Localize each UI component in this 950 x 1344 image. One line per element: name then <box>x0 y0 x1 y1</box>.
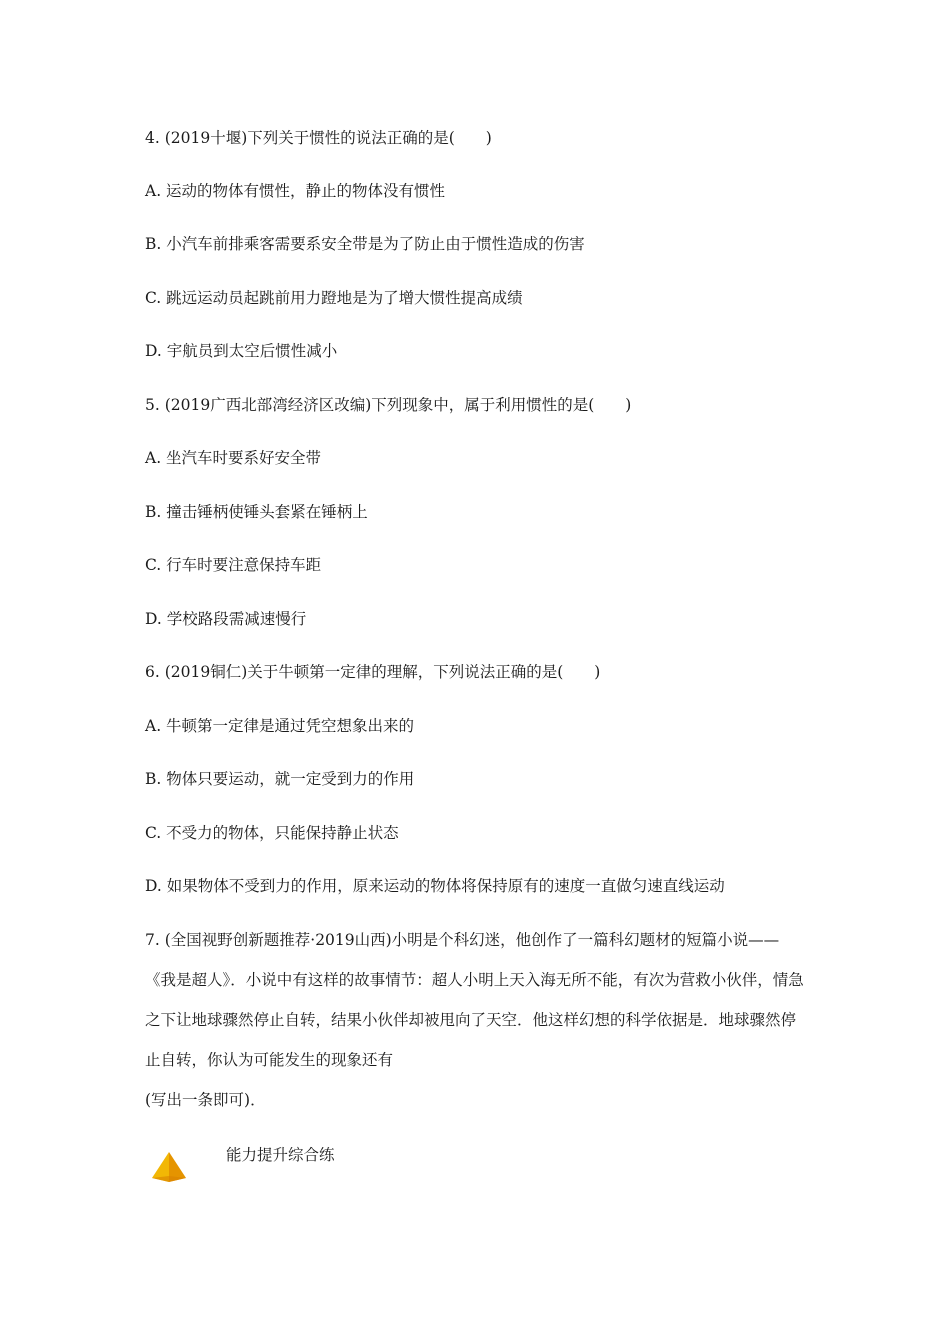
q4-option-b: B. 小汽车前排乘客需要系安全带是为了防止由于惯性造成的伤害 <box>145 235 585 253</box>
q6-option-a: A. 牛顿第一定律是通过凭空想象出来的 <box>145 717 415 735</box>
q6-option-d: D. 如果物体不受到力的作用，原来运动的物体将保持原有的速度一直做匀速直线运动 <box>145 877 725 895</box>
pyramid-icon <box>150 1150 188 1184</box>
q7-text-part1: 7. (全国视野创新题推荐·2019山西)小明是个科幻迷，他创作了一篇科幻题材的短篇小说——《我是超人》．小说中有这样的故事情节：超人小明上天入海无所不能，有次为营救小伙伴，情急之下让地球骤然停止自转，结果小伙伴却被甩向了天空．他这样幻想的科学依据是 <box>145 931 804 1029</box>
q6-stem: 6. (2019铜仁)关于牛顿第一定律的理解，下列说法正确的是( ) <box>145 663 601 681</box>
q4-option-d: D. 宇航员到太空后惯性减小 <box>145 342 338 360</box>
q5-option-d: D. 学校路段需减速慢行 <box>145 610 307 628</box>
q6-option-b: B. 物体只要运动，就一定受到力的作用 <box>145 770 415 788</box>
q6-option-c: C. 不受力的物体，只能保持静止状态 <box>145 824 399 842</box>
q4-option-a: A. 运动的物体有惯性，静止的物体没有惯性 <box>145 182 446 200</box>
q5-option-a: A. 坐汽车时要系好安全带 <box>145 449 322 467</box>
section-title: 能力提升综合练 <box>226 1146 335 1164</box>
q7-paragraph <box>145 920 810 1120</box>
q4-option-c: C. 跳远运动员起跳前用力蹬地是为了增大惯性提高成绩 <box>145 289 523 307</box>
q7-text-part3: (写出一条即可)． <box>145 1091 266 1109</box>
q5-stem: 5. (2019广西北部湾经济区改编)下列现象中，属于利用惯性的是( ) <box>145 396 632 414</box>
q4-stem: 4. (2019十堰)下列关于惯性的说法正确的是( ) <box>145 129 492 147</box>
q7-text-part2: ．地球骤然停止自转，你认为可能发生的现象还有 <box>145 1011 797 1069</box>
q5-option-b: B. 撞击锤柄使锤头套紧在锤柄上 <box>145 503 368 521</box>
q5-option-c: C. 行车时要注意保持车距 <box>145 556 322 574</box>
